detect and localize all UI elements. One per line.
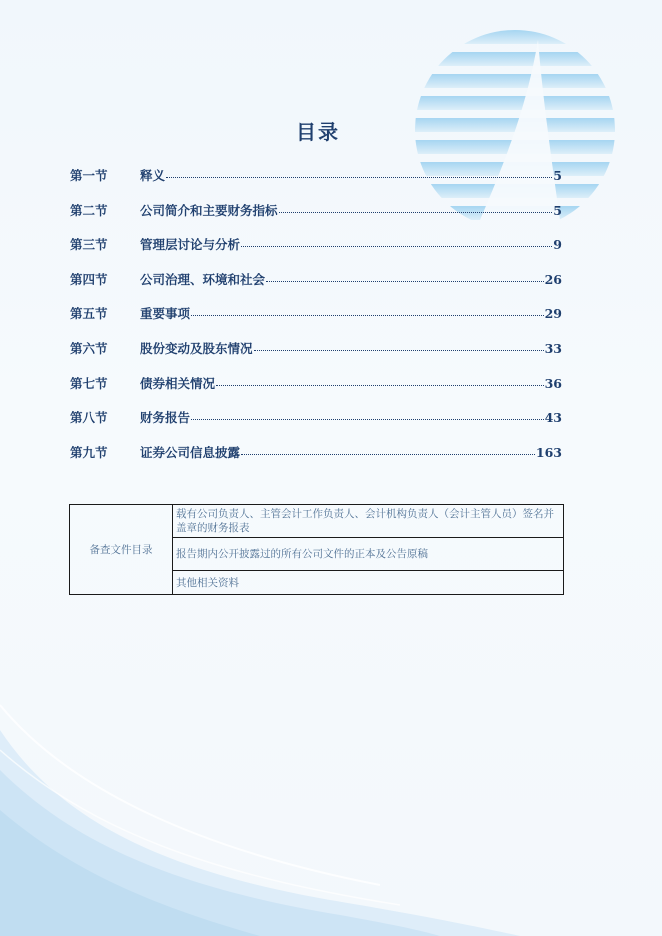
- toc-entry[interactable]: [70, 339, 562, 374]
- toc-leader-dots: [191, 417, 544, 420]
- toc-section-number: 第七节: [70, 375, 108, 391]
- wave-background: [0, 700, 662, 936]
- toc-entry[interactable]: [70, 304, 562, 339]
- toc-page-number: 163: [535, 444, 562, 460]
- toc-section-number: 第一节: [70, 168, 108, 183]
- toc-section-title: 重要事项: [140, 306, 191, 322]
- toc-page-number: 29: [544, 306, 562, 322]
- toc-entry[interactable]: [70, 408, 562, 443]
- toc-section-title: 管理层讨论与分析: [140, 237, 241, 253]
- toc-section-number: 第四节: [70, 271, 108, 287]
- toc-page-number: 5: [553, 168, 562, 183]
- toc-entry[interactable]: [70, 443, 562, 478]
- toc-leader-dots: [216, 383, 544, 386]
- toc-page-number: 26: [544, 271, 562, 287]
- reference-item: 载有公司负责人、主管会计工作负责人、会计机构负责人（会计主管人员）签名并盖章的财务报表: [173, 505, 564, 538]
- toc-section-number: 第九节: [70, 444, 108, 460]
- toc-page-number: 36: [544, 375, 562, 391]
- toc-leader-dots: [191, 313, 544, 316]
- toc-entry[interactable]: [70, 374, 562, 409]
- toc-section-title: 释义: [140, 168, 166, 183]
- toc-section-title: 债券相关情况: [140, 375, 216, 391]
- toc-page-number: 33: [544, 340, 562, 356]
- toc-leader-dots: [241, 452, 535, 455]
- reference-item: 报告期内公开披露过的所有公司文件的正本及公告原稿: [173, 538, 564, 571]
- toc-section-title: 证券公司信息披露: [140, 444, 241, 460]
- toc-leader-dots: [166, 175, 552, 178]
- reference-label: 备查文件目录: [70, 505, 173, 595]
- toc-section-number: 第二节: [70, 202, 108, 218]
- toc-section-title: 公司治理、环境和社会: [140, 271, 266, 287]
- toc-leader-dots: [254, 348, 544, 351]
- toc-entry[interactable]: [70, 201, 562, 236]
- toc-section-title: 公司简介和主要财务指标: [140, 202, 278, 218]
- page-title: 目录: [296, 120, 340, 144]
- toc-section-title: 股份变动及股东情况: [140, 340, 253, 356]
- table-of-contents: [70, 166, 562, 477]
- toc-leader-dots: [279, 210, 553, 213]
- toc-entry[interactable]: [70, 235, 562, 270]
- toc-section-title: 财务报告: [140, 410, 191, 426]
- toc-page-number: 9: [553, 237, 562, 253]
- toc-entry[interactable]: [70, 270, 562, 305]
- toc-section-number: 第三节: [70, 237, 108, 253]
- toc-leader-dots: [241, 244, 552, 247]
- toc-page-number: 5: [553, 202, 562, 218]
- toc-page-number: 43: [544, 410, 562, 426]
- reference-item: 其他相关资料: [173, 571, 564, 595]
- toc-leader-dots: [266, 279, 544, 282]
- toc-entry[interactable]: [70, 166, 562, 201]
- toc-section-number: 第六节: [70, 340, 108, 356]
- toc-section-number: 第八节: [70, 410, 108, 426]
- toc-section-number: 第五节: [70, 306, 108, 322]
- reference-documents-table: [69, 504, 564, 595]
